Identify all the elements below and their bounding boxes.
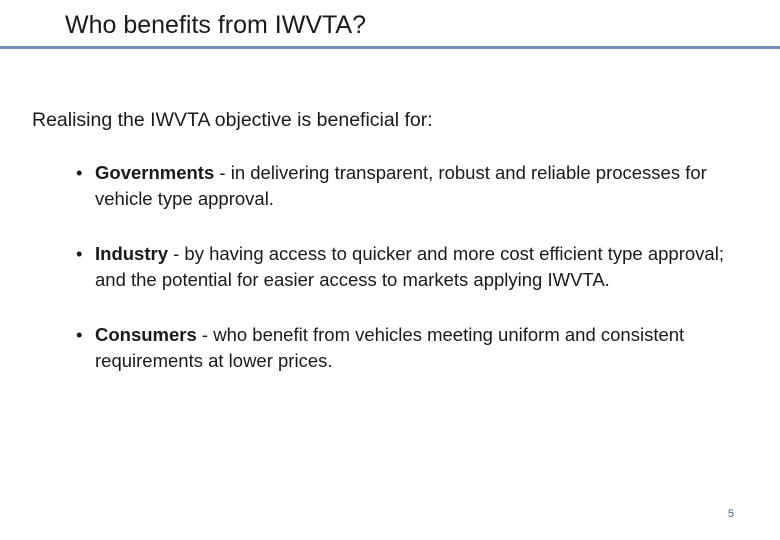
bullet-icon: • bbox=[76, 324, 83, 345]
bullet-text: - by having access to quicker and more cost efficient type approval; and the potential for easier access to markets applying IWVTA. bbox=[95, 243, 724, 290]
list-item-governments bbox=[76, 160, 756, 212]
bullet-icon: • bbox=[76, 243, 83, 264]
bullet-term: Governments bbox=[95, 162, 215, 183]
slide-title: Who benefits from IWVTA? bbox=[65, 11, 367, 39]
title-divider bbox=[0, 46, 780, 49]
page-number: 5 bbox=[727, 508, 734, 520]
bullet-text: - who benefit from vehicles meeting uniform and consistent requirements at lower prices. bbox=[95, 324, 685, 371]
list-item-consumers bbox=[76, 322, 756, 374]
intro-text: Realising the IWVTA objective is beneficial for: bbox=[32, 109, 433, 131]
bullet-text: - in delivering transparent, robust and reliable processes for vehicle type approval. bbox=[95, 162, 707, 209]
bullet-icon: • bbox=[76, 162, 83, 183]
bullet-term: Consumers bbox=[95, 324, 197, 345]
list-item-industry bbox=[76, 241, 756, 293]
bullet-term: Industry bbox=[95, 243, 168, 264]
benefits-list bbox=[76, 160, 756, 403]
